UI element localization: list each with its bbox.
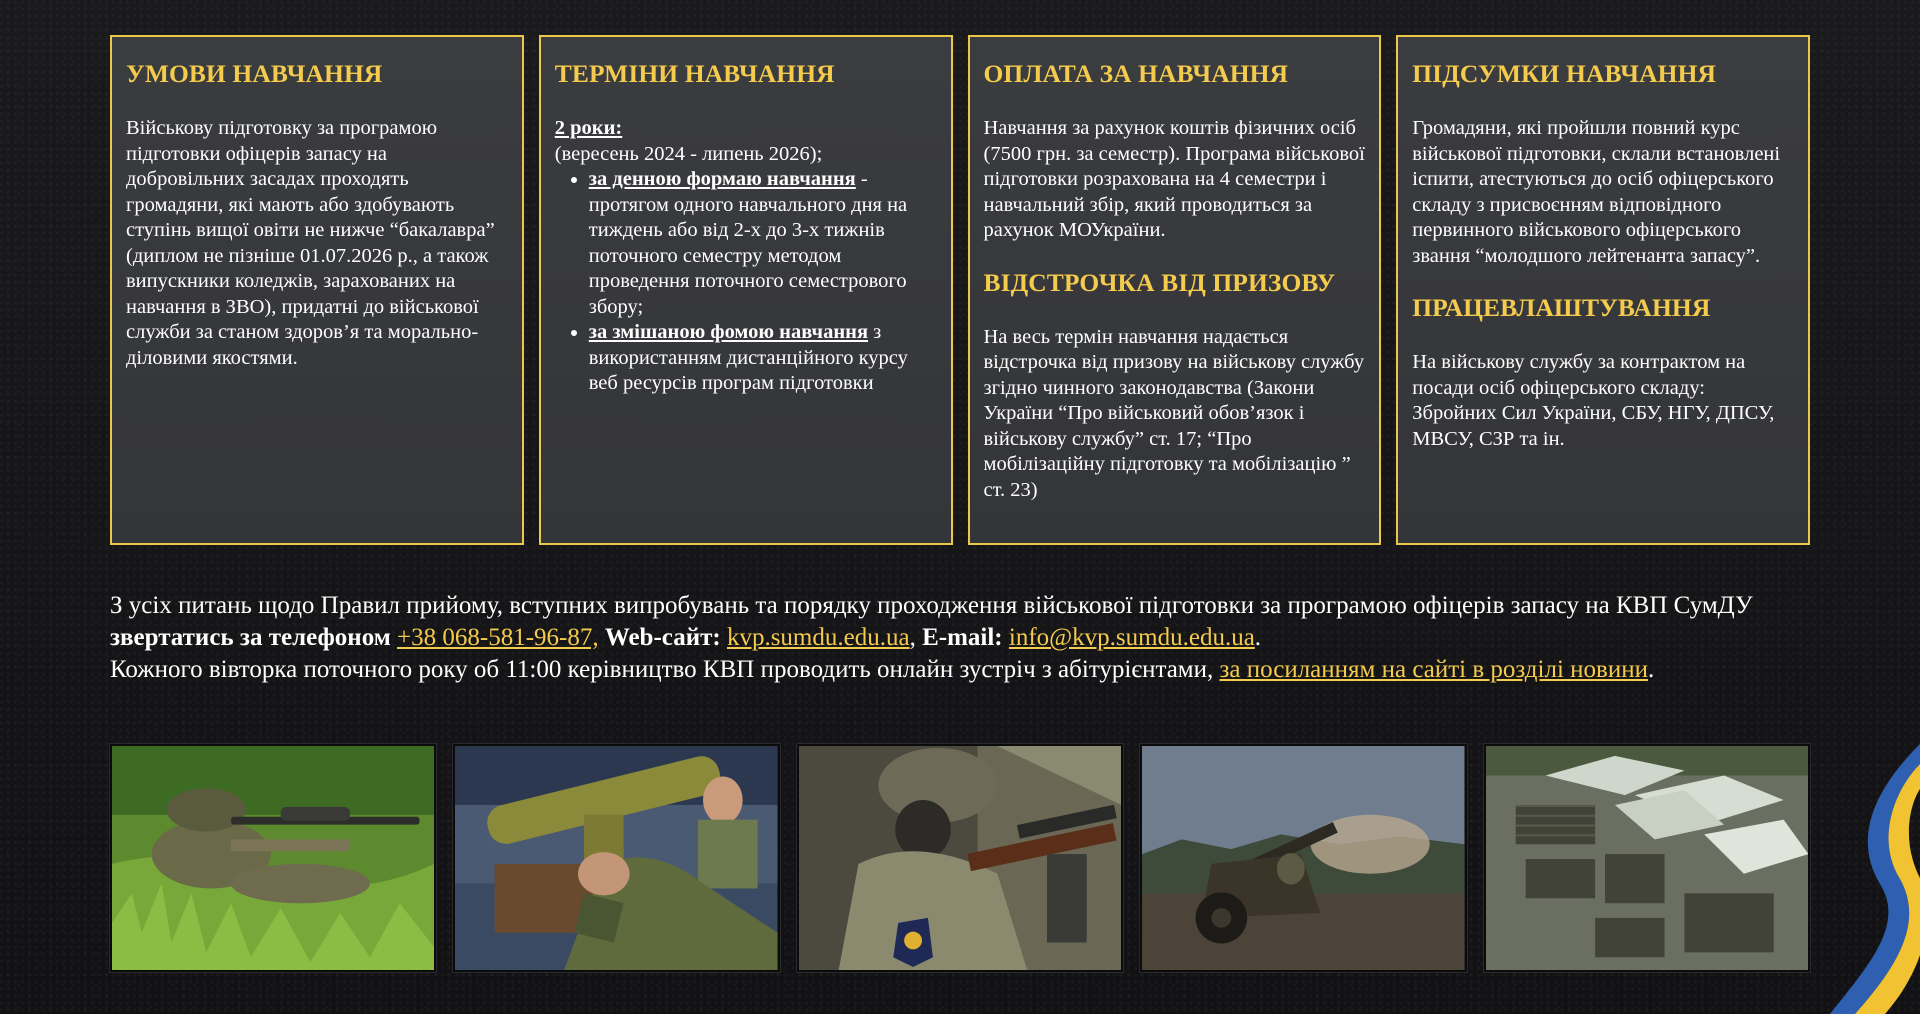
phone-link[interactable]: +38 068-581-96-87, [397,624,599,651]
photo-sniper[interactable] [110,744,436,972]
card-subtitle: ВІДСТРОЧКА ВІД ПРИЗОВУ [983,267,1336,297]
card-subtitle: ПРАЦЕВЛАШТУВАННЯ [1412,293,1711,322]
card-study-conditions [110,35,524,545]
email-label: E-mail: [922,624,1003,651]
card-subtext: На військову службу за контрактом на посади осіб офіцерського складу: Збройних Сил України, СБУ, НГУ, ДПСУ, МВСУ, СЗР та ін. [1412,351,1775,450]
card-text: Громадяни, які пройшли повний курс військової підготовки, склали встановлені іспити, атестуються до осіб офіцерського складу з присвоєнням відповідного первинного військового офіцерського звання “молодшого лейтенанта запасу”. [1412,117,1781,267]
duration-label: 2 роки: [554,117,623,139]
photo-gallery [110,744,1810,972]
list-item-bold: за змішаною фомою навчання [588,321,869,343]
card-title: УМОВИ НАВЧАННЯ [126,59,383,88]
email-link[interactable]: info@kvp.sumdu.edu.ua [1008,624,1255,651]
phone-label: звертатись за телефоном [110,624,391,651]
website-link[interactable]: kvp.sumdu.edu.ua [726,624,910,651]
meeting-text: Кожного вівторка поточного року об 11:00 керівництво КВП проводить онлайн зустріч з абітурієнтами, [110,656,1220,683]
card-title: ПІДСУМКИ НАВЧАННЯ [1412,59,1717,88]
card-results [1396,35,1810,545]
photo-field-camp[interactable] [1484,744,1810,972]
card-subtext: На весь термін навчання надається відстрочка від призову на військову службу згідно чинного законодавства (Закони України “Про військовий обов’язок і військову службу” ст. 17; “Про мобілізаційну підготовку та мобілізацію ” ст. 23) [983,325,1365,501]
list-item-bold: за денною формаю навчання [588,168,856,190]
card-title: ТЕРМІНИ НАВЧАННЯ [554,59,835,88]
list-item-text: - протягом одного навчального дня на тиждень або від 2-х до 3-х тижнів поточного семестру методом проведення поточного семестрового збору; [588,168,908,318]
card-text [555,116,937,167]
ukraine-ribbon-icon [1810,744,1920,1014]
info-text: З усіх питань щодо Правил прийому, вступних випробувань та порядку проходження військової підготовки за програмою офіцерів запасу на КВП СумДУ [110,592,1753,619]
card-text: Військову підготовку за програмою підготовки офіцерів запасу на добровільних засадах проходять громадяни, які мають або здобувають ступінь вищої овіти не нижче “бакалавра” (диплом не пізніше 01.07.2026 р., а також випускники коледжів, зарахованих на навчання в ЗВО), придатні до військової служби за станом здоров’я та морально-діловими якостями. [126,117,495,369]
period-text: (вересень 2024 - липень 2026); [554,142,823,165]
list-item-text: з використанням дистанційного курсу веб ресурсів програм підготовки [588,321,908,394]
photo-atgm-training[interactable] [453,744,779,972]
list-item [589,167,937,320]
web-label: Web-сайт: [604,624,721,651]
photo-artillery[interactable] [1140,744,1466,972]
contact-info: З усіх питань щодо Правил прийому, вступних випробувань та порядку проходження військової підготовки за програмою офіцерів запасу на КВП СумДУ звертатись за телефоном +38 068-581-96-87, Web-сайт: kvp.sumdu.edu.ua, E-mail: info@kvp.sumdu.edu.ua. Кожного вівторка поточного року об 11:00 керівництво КВП проводить онлайн зустріч з абітурієнтами, за посиланням на сайті в розділі новини. [110,592,1753,683]
photo-rifleman[interactable] [797,744,1123,972]
study-forms-list [555,167,937,397]
card-payment [968,35,1382,545]
info-cards [110,35,1810,545]
news-link[interactable]: за посиланням на сайті в розділі новини [1219,656,1648,683]
card-study-terms [539,35,953,545]
card-text: Навчання за рахунок коштів фізичних осіб (7500 грн. за семестр). Програма військової підготовки розрахована на 4 семестри і навчальний збір, який проводиться за рахунок МОУкраїни. [983,117,1365,241]
card-title: ОПЛАТА ЗА НАВЧАННЯ [983,59,1289,88]
list-item [589,320,937,397]
